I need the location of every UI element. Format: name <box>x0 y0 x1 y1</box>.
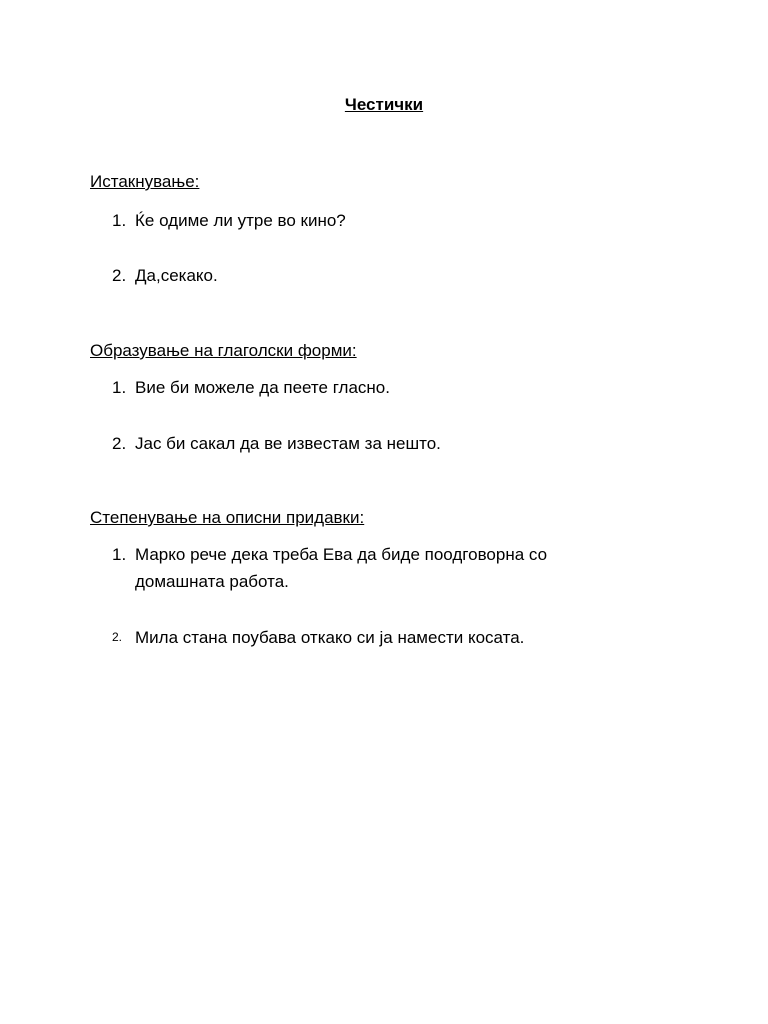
list-item-text: Мила стана поубава откако си ја намести косата. <box>135 628 525 647</box>
list-item-number: 2. <box>112 266 127 285</box>
list-item <box>112 374 632 401</box>
list-item-number: 1. <box>112 378 127 397</box>
list-item-text: Ќе одиме ли утре во кино? <box>135 211 346 230</box>
list-item-number: 2. <box>112 630 123 644</box>
list-item-text: Вие би можеле да пеете гласно. <box>135 378 390 397</box>
list-item <box>112 624 632 651</box>
list-item <box>112 262 632 289</box>
list-item <box>112 430 632 457</box>
list-item-number: 2. <box>112 434 127 453</box>
list-item-number: 1. <box>112 545 127 564</box>
list-item-text: Да,секако. <box>135 266 218 285</box>
section-heading-verb-forms: Образување на глаголски форми: <box>90 341 357 360</box>
list-item-text: Јас би сакал да ве известам за нешто. <box>135 434 441 453</box>
list-item <box>112 541 632 595</box>
section-heading-emphasis: Истакнување: <box>90 172 200 191</box>
list-item-text: Марко рече дека треба Ева да биде поодговорна со домашната работа. <box>135 545 548 591</box>
list-item-number: 1. <box>112 211 127 230</box>
document-title: Честички <box>344 95 424 114</box>
list-item <box>112 207 632 234</box>
section-heading-adjective-comparison: Степенување на описни придавки: <box>90 508 365 527</box>
